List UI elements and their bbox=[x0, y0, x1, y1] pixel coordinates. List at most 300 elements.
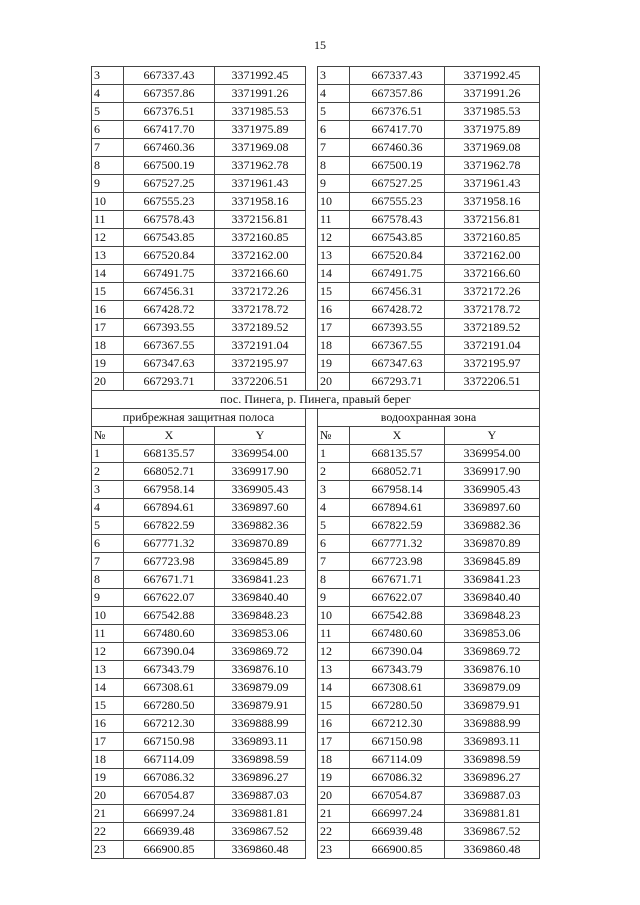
left-num-cell: 3 bbox=[92, 67, 124, 85]
left-x-cell: 666900.85 bbox=[124, 841, 215, 859]
left-num-cell: 7 bbox=[92, 139, 124, 157]
left-num-cell: 13 bbox=[92, 661, 124, 679]
right-num-cell: 18 bbox=[318, 337, 350, 355]
left-y-cell: 3372189.52 bbox=[215, 319, 306, 337]
right-y-cell: 3372191.04 bbox=[445, 337, 540, 355]
column-gap bbox=[306, 139, 318, 157]
column-gap bbox=[306, 841, 318, 859]
bottom-rows bbox=[92, 445, 540, 859]
left-x-cell: 667543.85 bbox=[124, 229, 215, 247]
left-y-cell: 3369905.43 bbox=[215, 481, 306, 499]
right-num-cell: 14 bbox=[318, 679, 350, 697]
table-row bbox=[92, 229, 540, 247]
right-y-cell: 3369870.89 bbox=[445, 535, 540, 553]
left-y-cell: 3371969.08 bbox=[215, 139, 306, 157]
column-gap bbox=[306, 265, 318, 283]
right-num-cell: 5 bbox=[318, 517, 350, 535]
table-row bbox=[92, 319, 540, 337]
left-y-cell: 3369897.60 bbox=[215, 499, 306, 517]
left-x-cell: 667527.25 bbox=[124, 175, 215, 193]
left-x-cell: 667393.55 bbox=[124, 319, 215, 337]
left-zone-title: прибрежная защитная полоса bbox=[92, 409, 306, 427]
right-x-cell: 667480.60 bbox=[350, 625, 445, 643]
top-rows bbox=[92, 67, 540, 391]
right-num-cell: 1 bbox=[318, 445, 350, 463]
column-gap bbox=[306, 679, 318, 697]
section-title-row bbox=[92, 391, 540, 409]
column-gap bbox=[306, 283, 318, 301]
left-num-cell: 19 bbox=[92, 769, 124, 787]
column-gap bbox=[306, 103, 318, 121]
left-y-cell: 3372206.51 bbox=[215, 373, 306, 391]
right-x-cell: 667086.32 bbox=[350, 769, 445, 787]
left-x-cell: 667347.63 bbox=[124, 355, 215, 373]
left-num-cell: 5 bbox=[92, 103, 124, 121]
right-num-cell: 15 bbox=[318, 283, 350, 301]
right-x-cell: 667491.75 bbox=[350, 265, 445, 283]
right-num-cell: 20 bbox=[318, 787, 350, 805]
column-gap bbox=[306, 625, 318, 643]
left-x-cell: 667480.60 bbox=[124, 625, 215, 643]
left-x-cell: 667555.23 bbox=[124, 193, 215, 211]
left-y-cell: 3371992.45 bbox=[215, 67, 306, 85]
left-num-cell: 21 bbox=[92, 805, 124, 823]
right-x-cell: 667543.85 bbox=[350, 229, 445, 247]
right-y-cell: 3369845.89 bbox=[445, 553, 540, 571]
left-y-cell: 3372160.85 bbox=[215, 229, 306, 247]
table-row bbox=[92, 355, 540, 373]
right-num-header: № bbox=[318, 427, 350, 445]
left-y-cell: 3369876.10 bbox=[215, 661, 306, 679]
right-y-cell: 3371962.78 bbox=[445, 157, 540, 175]
right-x-header: X bbox=[350, 427, 445, 445]
column-gap bbox=[306, 211, 318, 229]
column-gap bbox=[306, 373, 318, 391]
right-num-cell: 3 bbox=[318, 481, 350, 499]
table-row bbox=[92, 247, 540, 265]
right-y-cell: 3369869.72 bbox=[445, 643, 540, 661]
right-y-cell: 3369897.60 bbox=[445, 499, 540, 517]
column-gap bbox=[306, 787, 318, 805]
left-y-cell: 3369896.27 bbox=[215, 769, 306, 787]
left-x-cell: 667054.87 bbox=[124, 787, 215, 805]
right-num-cell: 4 bbox=[318, 499, 350, 517]
left-y-cell: 3369893.11 bbox=[215, 733, 306, 751]
right-x-cell: 667114.09 bbox=[350, 751, 445, 769]
left-y-cell: 3369853.06 bbox=[215, 625, 306, 643]
right-y-cell: 3369905.43 bbox=[445, 481, 540, 499]
table-row bbox=[92, 661, 540, 679]
table-row bbox=[92, 301, 540, 319]
right-num-cell: 10 bbox=[318, 193, 350, 211]
column-gap bbox=[306, 697, 318, 715]
column-gap bbox=[306, 715, 318, 733]
column-gap bbox=[306, 499, 318, 517]
table-row bbox=[92, 607, 540, 625]
left-num-cell: 12 bbox=[92, 643, 124, 661]
right-x-cell: 667428.72 bbox=[350, 301, 445, 319]
right-num-cell: 2 bbox=[318, 463, 350, 481]
left-num-cell: 14 bbox=[92, 679, 124, 697]
right-x-cell: 667671.71 bbox=[350, 571, 445, 589]
column-header-row bbox=[92, 427, 540, 445]
left-y-cell: 3369888.99 bbox=[215, 715, 306, 733]
right-num-cell: 11 bbox=[318, 625, 350, 643]
right-x-cell: 667520.84 bbox=[350, 247, 445, 265]
right-x-cell: 667393.55 bbox=[350, 319, 445, 337]
column-gap bbox=[306, 571, 318, 589]
right-x-cell: 667293.71 bbox=[350, 373, 445, 391]
right-y-cell: 3369882.36 bbox=[445, 517, 540, 535]
table-row bbox=[92, 67, 540, 85]
left-x-cell: 667456.31 bbox=[124, 283, 215, 301]
right-num-cell: 8 bbox=[318, 157, 350, 175]
right-x-cell: 668135.57 bbox=[350, 445, 445, 463]
right-x-cell: 668052.71 bbox=[350, 463, 445, 481]
right-x-cell: 667542.88 bbox=[350, 607, 445, 625]
left-y-cell: 3371991.26 bbox=[215, 85, 306, 103]
right-num-cell: 7 bbox=[318, 553, 350, 571]
table-row bbox=[92, 139, 540, 157]
left-x-cell: 668052.71 bbox=[124, 463, 215, 481]
table-row bbox=[92, 679, 540, 697]
table-row bbox=[92, 337, 540, 355]
column-gap bbox=[306, 643, 318, 661]
left-y-cell: 3372166.60 bbox=[215, 265, 306, 283]
left-num-cell: 20 bbox=[92, 787, 124, 805]
right-num-cell: 16 bbox=[318, 715, 350, 733]
right-x-cell: 667822.59 bbox=[350, 517, 445, 535]
right-num-cell: 19 bbox=[318, 769, 350, 787]
column-gap bbox=[306, 193, 318, 211]
right-y-cell: 3371975.89 bbox=[445, 121, 540, 139]
left-x-cell: 667894.61 bbox=[124, 499, 215, 517]
right-x-cell: 667460.36 bbox=[350, 139, 445, 157]
section-title: пос. Пинега, р. Пинега, правый берег bbox=[92, 391, 540, 409]
table-row bbox=[92, 535, 540, 553]
left-x-cell: 667293.71 bbox=[124, 373, 215, 391]
left-num-cell: 2 bbox=[92, 463, 124, 481]
right-zone-title: водоохранная зона bbox=[318, 409, 540, 427]
left-y-cell: 3369840.40 bbox=[215, 589, 306, 607]
right-y-cell: 3371961.43 bbox=[445, 175, 540, 193]
table-row bbox=[92, 571, 540, 589]
left-y-cell: 3371961.43 bbox=[215, 175, 306, 193]
column-gap bbox=[306, 247, 318, 265]
left-y-cell: 3369882.36 bbox=[215, 517, 306, 535]
column-gap bbox=[306, 175, 318, 193]
column-gap bbox=[306, 733, 318, 751]
table-row bbox=[92, 589, 540, 607]
left-x-cell: 667280.50 bbox=[124, 697, 215, 715]
right-y-cell: 3372156.81 bbox=[445, 211, 540, 229]
right-y-cell: 3372178.72 bbox=[445, 301, 540, 319]
column-gap bbox=[306, 67, 318, 85]
left-y-cell: 3369879.91 bbox=[215, 697, 306, 715]
left-x-cell: 667308.61 bbox=[124, 679, 215, 697]
column-gap bbox=[306, 229, 318, 247]
left-y-cell: 3369869.72 bbox=[215, 643, 306, 661]
table-row bbox=[92, 193, 540, 211]
left-num-cell: 11 bbox=[92, 211, 124, 229]
right-y-header: Y bbox=[445, 427, 540, 445]
left-num-cell: 8 bbox=[92, 157, 124, 175]
left-y-cell: 3369898.59 bbox=[215, 751, 306, 769]
column-gap bbox=[306, 337, 318, 355]
table-row bbox=[92, 751, 540, 769]
right-x-cell: 667376.51 bbox=[350, 103, 445, 121]
left-y-cell: 3372195.97 bbox=[215, 355, 306, 373]
right-num-cell: 5 bbox=[318, 103, 350, 121]
right-y-cell: 3369860.48 bbox=[445, 841, 540, 859]
right-num-cell: 19 bbox=[318, 355, 350, 373]
right-num-cell: 6 bbox=[318, 535, 350, 553]
left-x-cell: 667357.86 bbox=[124, 85, 215, 103]
table-row bbox=[92, 697, 540, 715]
left-x-cell: 667578.43 bbox=[124, 211, 215, 229]
right-y-cell: 3372162.00 bbox=[445, 247, 540, 265]
right-y-cell: 3369896.27 bbox=[445, 769, 540, 787]
right-num-cell: 7 bbox=[318, 139, 350, 157]
left-num-cell: 20 bbox=[92, 373, 124, 391]
left-num-cell: 18 bbox=[92, 751, 124, 769]
right-x-cell: 667308.61 bbox=[350, 679, 445, 697]
right-x-cell: 667723.98 bbox=[350, 553, 445, 571]
right-num-cell: 16 bbox=[318, 301, 350, 319]
left-x-cell: 667150.98 bbox=[124, 733, 215, 751]
left-y-cell: 3369954.00 bbox=[215, 445, 306, 463]
column-gap bbox=[306, 823, 318, 841]
left-num-cell: 16 bbox=[92, 301, 124, 319]
column-gap bbox=[306, 427, 318, 445]
left-num-cell: 6 bbox=[92, 121, 124, 139]
right-num-cell: 10 bbox=[318, 607, 350, 625]
right-num-cell: 4 bbox=[318, 85, 350, 103]
right-y-cell: 3372206.51 bbox=[445, 373, 540, 391]
column-gap bbox=[306, 301, 318, 319]
left-x-cell: 667212.30 bbox=[124, 715, 215, 733]
right-num-cell: 11 bbox=[318, 211, 350, 229]
right-num-cell: 12 bbox=[318, 229, 350, 247]
left-num-cell: 8 bbox=[92, 571, 124, 589]
right-y-cell: 3369917.90 bbox=[445, 463, 540, 481]
right-y-cell: 3372195.97 bbox=[445, 355, 540, 373]
table-row bbox=[92, 499, 540, 517]
left-x-cell: 667958.14 bbox=[124, 481, 215, 499]
table-row bbox=[92, 553, 540, 571]
right-x-cell: 667357.86 bbox=[350, 85, 445, 103]
right-x-cell: 666939.48 bbox=[350, 823, 445, 841]
right-num-cell: 17 bbox=[318, 319, 350, 337]
right-y-cell: 3369898.59 bbox=[445, 751, 540, 769]
table-row bbox=[92, 283, 540, 301]
right-y-cell: 3369954.00 bbox=[445, 445, 540, 463]
column-gap bbox=[306, 463, 318, 481]
page-number: 15 bbox=[314, 38, 326, 52]
left-num-cell: 14 bbox=[92, 265, 124, 283]
column-gap bbox=[306, 553, 318, 571]
column-gap bbox=[306, 661, 318, 679]
left-y-header: Y bbox=[215, 427, 306, 445]
right-y-cell: 3372160.85 bbox=[445, 229, 540, 247]
left-num-cell: 6 bbox=[92, 535, 124, 553]
left-x-cell: 667491.75 bbox=[124, 265, 215, 283]
left-y-cell: 3369841.23 bbox=[215, 571, 306, 589]
section-header bbox=[92, 391, 540, 445]
right-x-cell: 667150.98 bbox=[350, 733, 445, 751]
table-row bbox=[92, 85, 540, 103]
table-row bbox=[92, 715, 540, 733]
right-x-cell: 667958.14 bbox=[350, 481, 445, 499]
left-y-cell: 3369845.89 bbox=[215, 553, 306, 571]
column-gap bbox=[306, 805, 318, 823]
left-y-cell: 3371985.53 bbox=[215, 103, 306, 121]
left-x-cell: 667086.32 bbox=[124, 769, 215, 787]
left-num-cell: 17 bbox=[92, 319, 124, 337]
left-x-cell: 667622.07 bbox=[124, 589, 215, 607]
right-x-cell: 667054.87 bbox=[350, 787, 445, 805]
right-x-cell: 667894.61 bbox=[350, 499, 445, 517]
right-y-cell: 3369841.23 bbox=[445, 571, 540, 589]
left-num-cell: 10 bbox=[92, 193, 124, 211]
right-y-cell: 3369848.23 bbox=[445, 607, 540, 625]
left-y-cell: 3371958.16 bbox=[215, 193, 306, 211]
right-y-cell: 3372166.60 bbox=[445, 265, 540, 283]
table-row bbox=[92, 769, 540, 787]
right-num-cell: 17 bbox=[318, 733, 350, 751]
left-y-cell: 3369870.89 bbox=[215, 535, 306, 553]
left-num-cell: 5 bbox=[92, 517, 124, 535]
left-y-cell: 3372156.81 bbox=[215, 211, 306, 229]
left-x-cell: 667428.72 bbox=[124, 301, 215, 319]
right-num-cell: 20 bbox=[318, 373, 350, 391]
left-num-cell: 18 bbox=[92, 337, 124, 355]
right-x-cell: 667280.50 bbox=[350, 697, 445, 715]
table-row bbox=[92, 265, 540, 283]
table-row bbox=[92, 157, 540, 175]
right-y-cell: 3369893.11 bbox=[445, 733, 540, 751]
left-num-cell: 9 bbox=[92, 175, 124, 193]
right-num-cell: 9 bbox=[318, 175, 350, 193]
right-x-cell: 667347.63 bbox=[350, 355, 445, 373]
table-row bbox=[92, 841, 540, 859]
table-row bbox=[92, 733, 540, 751]
right-num-cell: 14 bbox=[318, 265, 350, 283]
column-gap bbox=[306, 355, 318, 373]
left-num-cell: 1 bbox=[92, 445, 124, 463]
left-y-cell: 3369881.81 bbox=[215, 805, 306, 823]
left-x-header: X bbox=[124, 427, 215, 445]
left-num-cell: 19 bbox=[92, 355, 124, 373]
column-gap bbox=[306, 607, 318, 625]
right-y-cell: 3371958.16 bbox=[445, 193, 540, 211]
left-x-cell: 667671.71 bbox=[124, 571, 215, 589]
left-num-cell: 12 bbox=[92, 229, 124, 247]
right-x-cell: 667212.30 bbox=[350, 715, 445, 733]
coordinates-table bbox=[91, 66, 540, 859]
column-gap bbox=[306, 319, 318, 337]
column-gap bbox=[306, 751, 318, 769]
right-y-cell: 3369888.99 bbox=[445, 715, 540, 733]
table-row bbox=[92, 103, 540, 121]
left-x-cell: 667723.98 bbox=[124, 553, 215, 571]
right-num-cell: 15 bbox=[318, 697, 350, 715]
right-y-cell: 3371992.45 bbox=[445, 67, 540, 85]
left-y-cell: 3371975.89 bbox=[215, 121, 306, 139]
column-gap bbox=[306, 409, 318, 427]
left-x-cell: 667114.09 bbox=[124, 751, 215, 769]
right-x-cell: 667417.70 bbox=[350, 121, 445, 139]
right-x-cell: 667367.55 bbox=[350, 337, 445, 355]
left-y-cell: 3369848.23 bbox=[215, 607, 306, 625]
table-row bbox=[92, 787, 540, 805]
right-x-cell: 667555.23 bbox=[350, 193, 445, 211]
left-num-cell: 3 bbox=[92, 481, 124, 499]
right-y-cell: 3372172.26 bbox=[445, 283, 540, 301]
left-num-cell: 4 bbox=[92, 85, 124, 103]
right-x-cell: 667390.04 bbox=[350, 643, 445, 661]
left-y-cell: 3369879.09 bbox=[215, 679, 306, 697]
left-y-cell: 3371962.78 bbox=[215, 157, 306, 175]
column-gap bbox=[306, 589, 318, 607]
column-gap bbox=[306, 535, 318, 553]
zone-title-row bbox=[92, 409, 540, 427]
column-gap bbox=[306, 85, 318, 103]
right-x-cell: 667622.07 bbox=[350, 589, 445, 607]
right-y-cell: 3369840.40 bbox=[445, 589, 540, 607]
left-y-cell: 3372178.72 bbox=[215, 301, 306, 319]
right-y-cell: 3369853.06 bbox=[445, 625, 540, 643]
left-num-cell: 9 bbox=[92, 589, 124, 607]
right-x-cell: 667337.43 bbox=[350, 67, 445, 85]
left-y-cell: 3369860.48 bbox=[215, 841, 306, 859]
right-y-cell: 3369879.09 bbox=[445, 679, 540, 697]
left-num-cell: 22 bbox=[92, 823, 124, 841]
left-num-cell: 16 bbox=[92, 715, 124, 733]
right-num-cell: 21 bbox=[318, 805, 350, 823]
left-y-cell: 3372191.04 bbox=[215, 337, 306, 355]
left-num-cell: 17 bbox=[92, 733, 124, 751]
left-x-cell: 667417.70 bbox=[124, 121, 215, 139]
right-x-cell: 667500.19 bbox=[350, 157, 445, 175]
left-num-cell: 13 bbox=[92, 247, 124, 265]
right-x-cell: 667343.79 bbox=[350, 661, 445, 679]
table-row bbox=[92, 643, 540, 661]
left-x-cell: 667520.84 bbox=[124, 247, 215, 265]
right-x-cell: 666997.24 bbox=[350, 805, 445, 823]
left-x-cell: 667390.04 bbox=[124, 643, 215, 661]
left-y-cell: 3372162.00 bbox=[215, 247, 306, 265]
right-y-cell: 3369867.52 bbox=[445, 823, 540, 841]
right-y-cell: 3372189.52 bbox=[445, 319, 540, 337]
left-y-cell: 3369917.90 bbox=[215, 463, 306, 481]
left-x-cell: 667343.79 bbox=[124, 661, 215, 679]
column-gap bbox=[306, 157, 318, 175]
right-x-cell: 667771.32 bbox=[350, 535, 445, 553]
left-x-cell: 666997.24 bbox=[124, 805, 215, 823]
right-y-cell: 3371969.08 bbox=[445, 139, 540, 157]
left-x-cell: 667771.32 bbox=[124, 535, 215, 553]
column-gap bbox=[306, 445, 318, 463]
right-num-cell: 6 bbox=[318, 121, 350, 139]
right-x-cell: 667456.31 bbox=[350, 283, 445, 301]
left-x-cell: 667542.88 bbox=[124, 607, 215, 625]
right-num-cell: 18 bbox=[318, 751, 350, 769]
right-num-cell: 23 bbox=[318, 841, 350, 859]
left-x-cell: 667500.19 bbox=[124, 157, 215, 175]
table-row bbox=[92, 517, 540, 535]
table-row bbox=[92, 481, 540, 499]
